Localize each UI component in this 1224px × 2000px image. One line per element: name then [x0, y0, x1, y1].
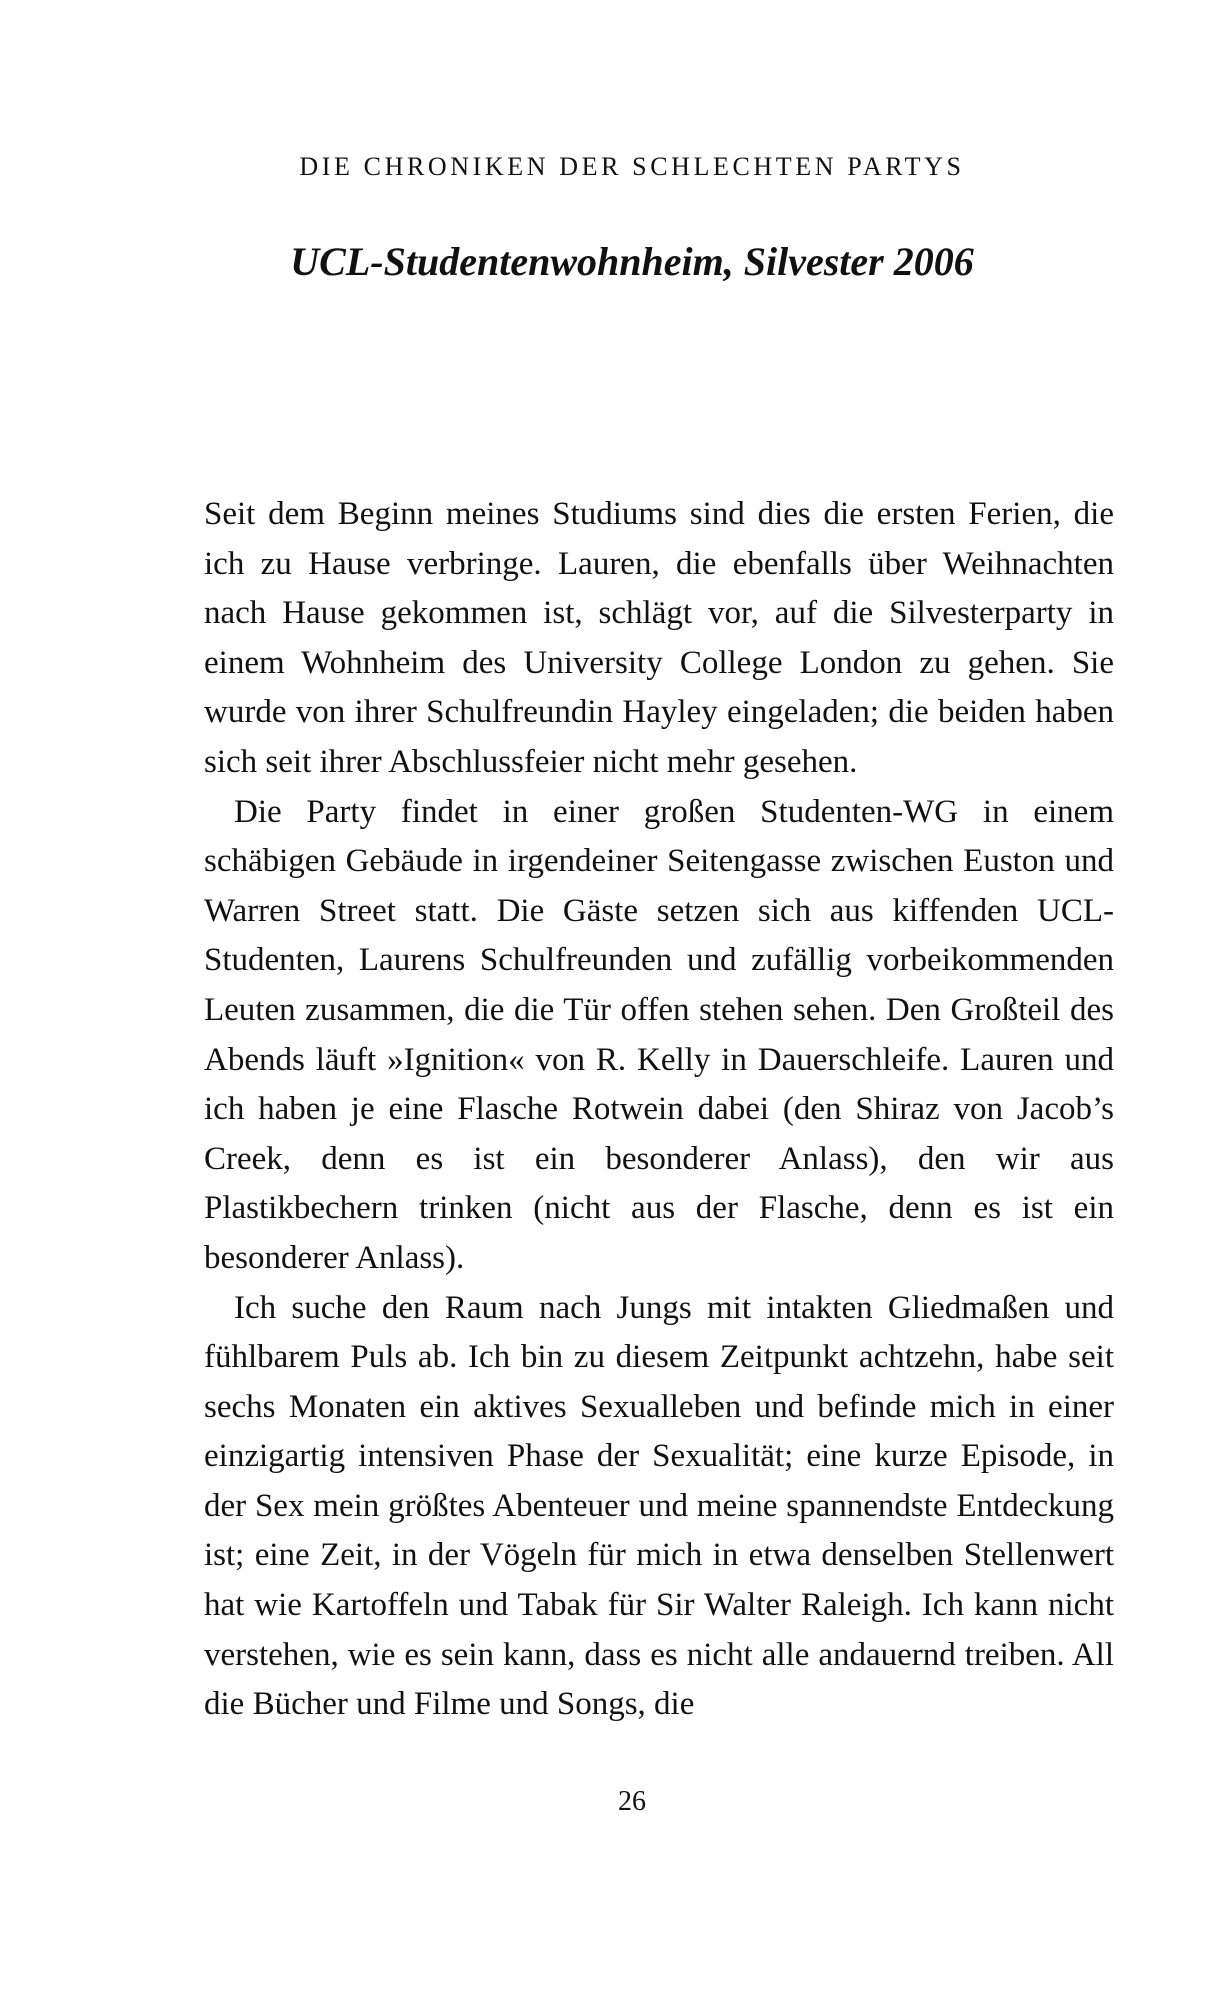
paragraph: Seit dem Beginn meines Studiums sind dies die ersten Ferien, die ich zu Hause verbringe. Lauren, die ebenfalls über Weihnachten nach Hause gekommen ist, schlägt vor, auf die Silvesterparty in einem Wohnheim des University College London zu gehen. Sie wurde von ihrer Schulfreundin Hayley eingeladen; die beiden haben sich seit ihrer Abschlussfeier nicht mehr gesehen. [204, 496, 1114, 780]
paragraph: Die Party findet in einer großen Studenten-WG in einem schäbigen Gebäude in irgendeiner Seitengasse zwischen Euston und Warren Street statt. Die Gäste setzen sich aus kiffenden UCL-Studenten, Laurens Schulfreunden und zufällig vorbeikommenden Leuten zusammen, die die Tür offen stehen sehen. Den Großteil des Abends läuft »Ignition« von R. Kelly in Dauerschleife. Lauren und ich haben je eine Flasche Rotwein dabei (den Shiraz von Jacob’s Creek, denn es ist ein besonderer Anlass), den wir aus Plastikbechern trinken (nicht aus der Flasche, denn es ist ein besonderer Anlass). [204, 793, 1114, 1276]
chapter-title: UCL-Studentenwohnheim, Silvester 2006 [290, 239, 974, 284]
paragraph: Ich suche den Raum nach Jungs mit intakten Gliedmaßen und fühlbarem Puls ab. Ich bin zu diesem Zeitpunkt achtzehn, habe seit sechs Monaten ein aktives Sexualleben und befinde mich in einer einzigartig intensiven Phase der Sexualität; eine kurze Episode, in der Sex mein größtes Abenteuer und meine spannendste Entdeckung ist; eine Zeit, in der Vögeln für mich in etwa denselben Stellenwert hat wie Kartoffeln und Tabak für Sir Walter Raleigh. Ich kann nicht verstehen, wie es sein kann, dass es nicht alle andauernd treiben. All die Bücher und Filme und Songs, die [204, 1289, 1114, 1723]
body-text [204, 490, 1114, 1730]
running-head: DIE CHRONIKEN DER SCHLECHTEN PARTYS [299, 152, 965, 181]
page-number: 26 [618, 1786, 646, 1817]
